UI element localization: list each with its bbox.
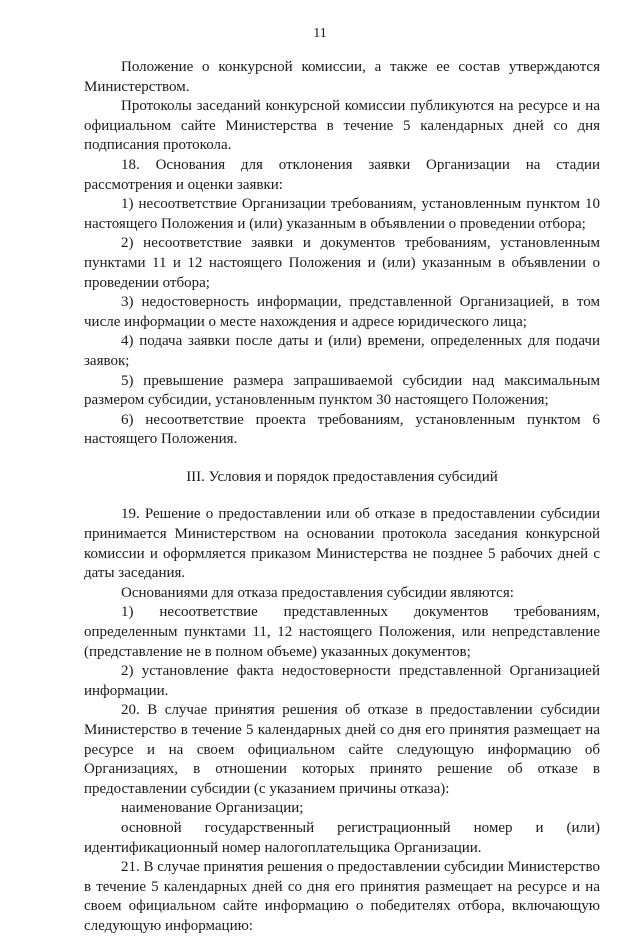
document-body — [84, 58, 600, 937]
list-item: 2) несоответствие заявки и документов требованиям, установленным пунктами 11 и 12 настоящего Положения и (или) указанным в объявлении о проведении отбора; — [84, 235, 600, 291]
spacer — [84, 450, 600, 468]
paragraph-clause-21: 21. В случае принятия решения о предоставлении субсидии Министерство в течение 5 календарных дней со дня его принятия размещает на ресурсе и на своем официальном сайте информацию о победителях отбора, включающую следующую информацию: — [84, 859, 600, 934]
list-item: 1) несоответствие представленных документов требованиям, определенным пунктами 11, 12 настоящего Положения, или непредставление (представление не в полном объеме) указанных документов; — [84, 604, 600, 660]
spacer — [84, 487, 600, 505]
list-item: 3) недостоверность информации, представленной Организацией, в том числе информации о месте нахождения и адресе юридического лица; — [84, 294, 600, 330]
paragraph: Протоколы заседаний конкурсной комиссии публикуются на ресурсе и на официальном сайте Министерства в течение 5 календарных дней со дня подписания протокола. — [84, 98, 600, 154]
list-item: 5) превышение размера запрашиваемой субсидии над максимальным размером субсидии, установленным пунктом 30 настоящего Положения; — [84, 372, 600, 409]
paragraph-clause-19: 19. Решение о предоставлении или об отказе в предоставлении субсидии принимается Министерством на основании протокола заседания конкурсной комиссии и оформляется приказом Министерства не позднее 5 рабочих дней с даты заседания. — [84, 506, 600, 582]
list-item: 4) подача заявки после даты и (или) времени, определенных для подачи заявок; — [84, 333, 600, 369]
list-item: 1) несоответствие Организации требованиям, установленным пунктом 10 настоящего Положения и (или) указанным в объявлении о проведении отбора; — [84, 196, 600, 232]
list-item: основной государственный регистрационный номер и (или) идентификационный номер налогоплательщика Организации. — [84, 819, 600, 856]
paragraph: Основаниями для отказа предоставления субсидии являются: — [121, 584, 514, 601]
section-heading: III. Условия и порядок предоставления субсидий — [186, 468, 498, 485]
list-item: 2) установление факта недостоверности представленной Организацией информации. — [84, 663, 600, 699]
paragraph: Положение о конкурсной комиссии, а также ее состав утверждаются Министерством. — [84, 59, 600, 95]
paragraph-clause-20: 20. В случае принятия решения об отказе в предоставлении субсидии Министерство в течение 5 календарных дней со дня его принятия размещает на ресурсе и на своем официальном сайте следующую информацию об Организациях, в отношении которых принято решение об отказе в предоставлении субсидии (с указанием причины отказа): — [84, 702, 600, 797]
list-item: наименование Организации; — [121, 800, 304, 817]
page-number: 11 — [313, 26, 327, 41]
paragraph-clause-18: 18. Основания для отклонения заявки Организации на стадии рассмотрения и оценки заявки: — [84, 156, 600, 193]
list-item: 6) несоответствие проекта требованиям, установленным пунктом 6 настоящего Положения. — [84, 411, 600, 448]
